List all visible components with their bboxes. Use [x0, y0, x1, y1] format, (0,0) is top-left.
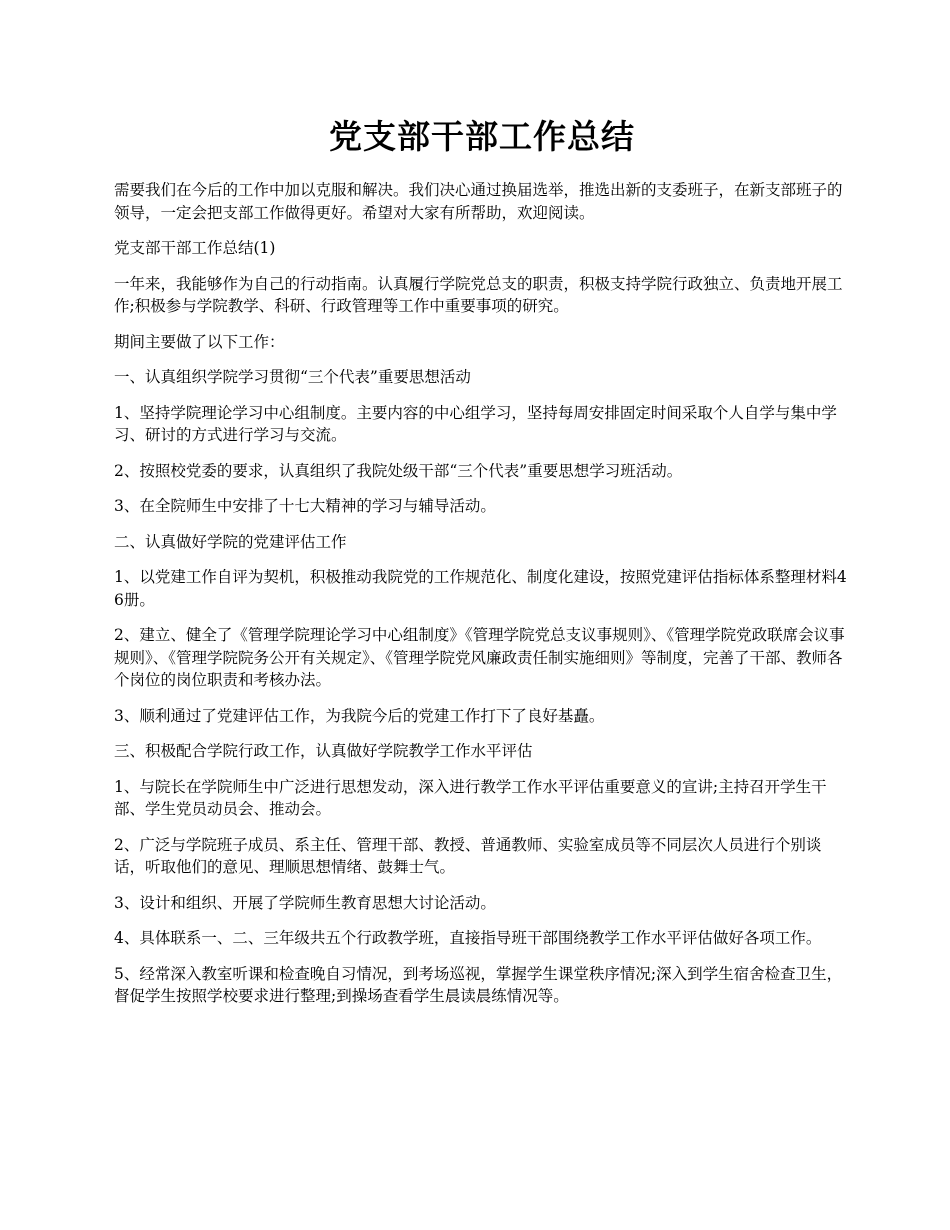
list-item: 3、顺利通过了党建评估工作，为我院今后的党建工作打下了良好基矗。 [114, 706, 605, 725]
section-heading: 二、认真做好学院的党建评估工作 [114, 532, 347, 551]
list-item: 2、广泛与学院班子成员、系主任、管理干部、教授、普通教师、实验室成员等不同层次人员进行个别谈话，听取他们的意见、理顺思想情绪、鼓舞士气。 [114, 835, 822, 876]
section-heading: 党支部干部工作总结(1) [114, 239, 276, 257]
document-page [114, 0, 850, 1021]
list-item: 3、在全院师生中安排了十七大精神的学习与辅导活动。 [114, 497, 496, 515]
section-heading: 三、积极配合学院行政工作，认真做好学院教学工作水平评估 [114, 742, 533, 760]
list-item: 1、以党建工作自评为契机，积极推动我院党的工作规范化、制度化建设，按照党建评估指标体系整理材料46册。 [114, 568, 847, 609]
list-item: 2、建立、健全了《管理学院理论学习中心组制度》《管理学院党总支议事规则》、《管理学院党政联席会议事规则》、《管理学院院务公开有关规定》、《管理学院党风廉政责任制实施细则》等制度，完善了干部、教师各个岗位的岗位职责和考核办法。 [114, 626, 845, 689]
intro-paragraph: 需要我们在今后的工作中加以克服和解决。我们决心通过换届选举，推选出新的支委班子，在新支部班子的领导，一定会把支部工作做得更好。希望对大家有所帮助，欢迎阅读。 [114, 181, 843, 222]
body-paragraph: 期间主要做了以下工作： [114, 332, 285, 351]
list-item: 5、经常深入教室听课和检查晚自习情况，到考场巡视，掌握学生课堂秩序情况;深入到学生宿舍检查卫生，督促学生按照学校要求进行整理;到操场查看学生晨读晨练情况等。 [114, 964, 843, 1005]
body-paragraph: 一年来，我能够作为自己的行动指南。认真履行学院党总支的职责，积极支持学院行政独立、负责地开展工作;积极参与学院教学、科研、行政管理等工作中重要事项的研究。 [114, 274, 843, 315]
list-item: 1、坚持学院理论学习中心组制度。主要内容的中心组学习，坚持每周安排固定时间采取个人自学与集中学习、研讨的方式进行学习与交流。 [114, 403, 837, 444]
document-body [114, 179, 850, 1008]
document-title: 党支部干部工作总结 [329, 117, 635, 156]
section-heading: 一、认真组织学院学习贯彻“三个代表”重要思想活动 [114, 368, 471, 386]
list-item: 1、与院长在学院师生中广泛进行思想发动，深入进行教学工作水平评估重要意义的宣讲;主持召开学生干部、学生党员动员会、推动会。 [114, 777, 827, 818]
list-item: 4、具体联系一、二、三年级共五个行政教学班，直接指导班干部围绕教学工作水平评估做好各项工作。 [114, 929, 822, 947]
list-item: 2、按照校党委的要求，认真组织了我院处级干部“三个代表”重要思想学习班活动。 [114, 461, 683, 480]
list-item: 3、设计和组织、开展了学院师生教育思想大讨论活动。 [114, 893, 496, 912]
